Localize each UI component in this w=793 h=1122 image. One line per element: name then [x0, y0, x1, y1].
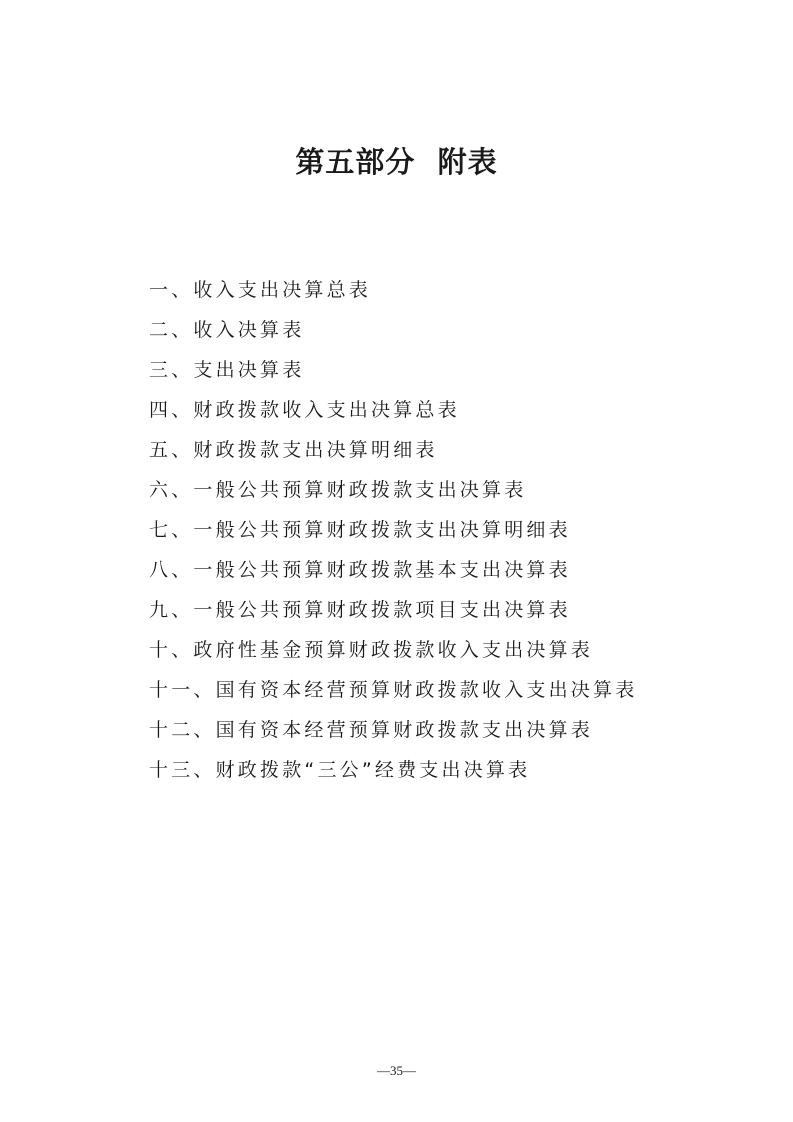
page-title: 第五部分 附表	[295, 145, 498, 179]
appendix-item-8: 八、一般公共预算财政拨款基本支出决算表	[149, 559, 571, 581]
appendix-item-9: 九、一般公共预算财政拨款项目支出决算表	[149, 599, 571, 621]
appendix-item-5: 五、财政拨款支出决算明细表	[149, 439, 438, 461]
appendix-item-3: 三、支出决算表	[149, 359, 305, 381]
appendix-item-6: 六、一般公共预算财政拨款支出决算表	[149, 479, 527, 501]
appendix-item-4: 四、财政拨款收入支出决算总表	[149, 399, 460, 421]
appendix-item-7: 七、一般公共预算财政拨款支出决算明细表	[149, 519, 571, 541]
appendix-item-1: 一、收入支出决算总表	[149, 279, 372, 301]
appendix-item-10: 十、政府性基金预算财政拨款收入支出决算表	[149, 639, 594, 661]
appendix-list	[149, 270, 637, 790]
appendix-item-2: 二、收入决算表	[149, 319, 305, 341]
appendix-item-13: 十三、财政拨款“三公”经费支出决算表	[149, 759, 531, 781]
appendix-item-12: 十二、国有资本经营预算财政拨款支出决算表	[149, 719, 594, 741]
page-number: —35—	[377, 1063, 416, 1078]
appendix-item-11: 十一、国有资本经营预算财政拨款收入支出决算表	[149, 679, 638, 701]
